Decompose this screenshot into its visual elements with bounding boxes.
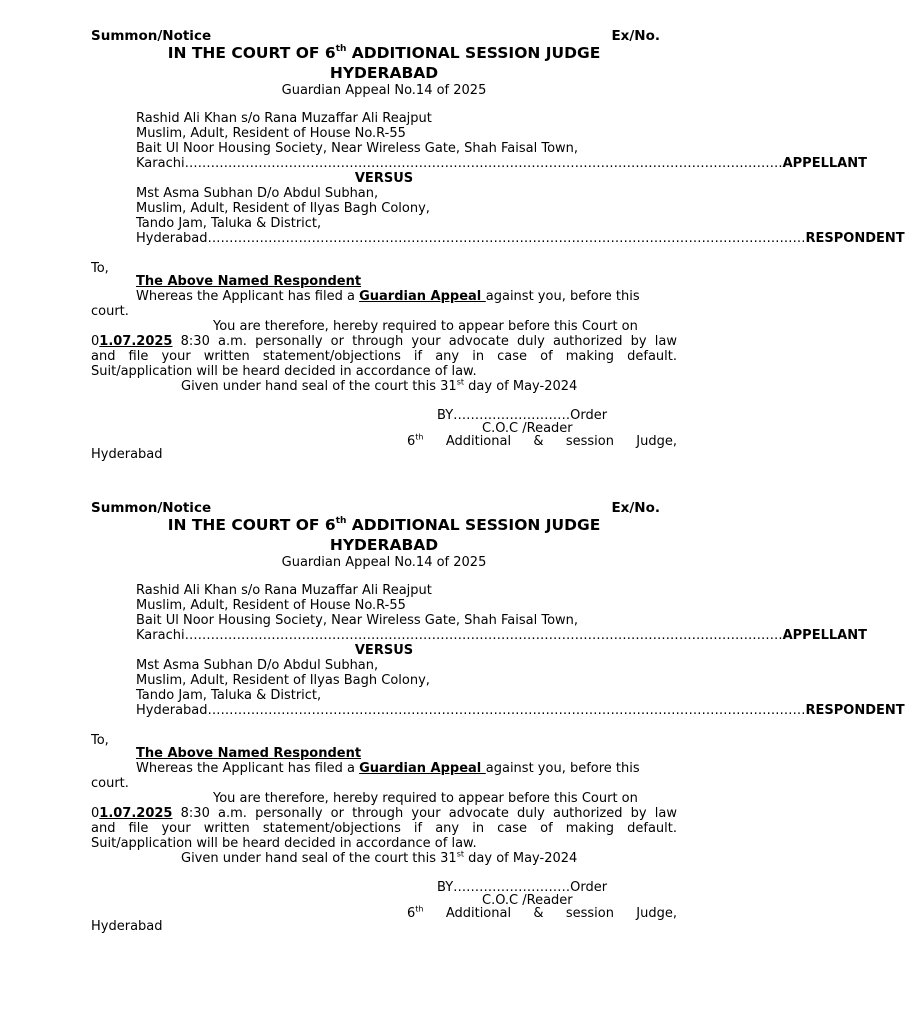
para-filed: Whereas the Applicant has filed a Guardian Appeal against you, before this: [136, 761, 640, 776]
respondent-details: Muslim, Adult, Resident of Ilyas Bagh Colony,: [136, 201, 430, 216]
para-appear-1: You are therefore, hereby required to appear before this Court on: [213, 791, 638, 806]
appellant-name: Rashid Ali Khan s/o Rana Muzaffar Ali Reajput: [136, 583, 432, 598]
para-appear-2: 01.07.2025 8:30 a.m. personally or through your advocate duly authorized by law: [91, 806, 677, 821]
respondent-label: RESPONDENT: [805, 231, 905, 246]
to-label: To,: [91, 733, 109, 748]
respondent-role-line: Hyderabad ………………………………………………………………………………………………………………………… RESPONDENT: [136, 231, 905, 246]
appellant-details: Muslim, Adult, Resident of House No.R-55: [136, 598, 406, 613]
given-under-seal: Given under hand seal of the court this 31st day of May-2024: [181, 377, 578, 394]
versus-label: VERSUS: [354, 171, 414, 186]
appellant-label: APPELLANT: [782, 628, 867, 643]
appellant-details: Muslim, Adult, Resident of House No.R-55: [136, 126, 406, 141]
court-city: HYDERABAD: [329, 536, 439, 554]
appellant-address: Bait Ul Noor Housing Society, Near Wireless Gate, Shah Faisal Town,: [136, 613, 579, 628]
appeal-number: Guardian Appeal No.14 of 2025: [281, 83, 487, 98]
appellant-role-line: Karachi ………………………………………………………………………………………………………………………… APPELLANT: [136, 156, 867, 171]
para-appear-4: Suit/application will be heard decided in accordance of law.: [91, 364, 477, 379]
hearing-date: 1.07.2025: [99, 334, 173, 349]
hearing-date: 1.07.2025: [99, 806, 173, 821]
para-appear-3: and file your written statement/objections if any in case of making default.: [91, 821, 677, 836]
respondent-name: Mst Asma Subhan D/o Abdul Subhan,: [136, 658, 379, 673]
judge-signature-line: 6th Additional & session Judge,: [407, 904, 677, 921]
appellant-name: Rashid Ali Khan s/o Rana Muzaffar Ali Reajput: [136, 111, 432, 126]
respondent-address: Tando Jam, Taluka & District,: [136, 688, 322, 703]
by-order-line: BY………………………Order: [437, 408, 608, 423]
given-under-seal: Given under hand seal of the court this 31st day of May-2024: [181, 849, 578, 866]
para-appear-2: 01.07.2025 8:30 a.m. personally or through your advocate duly authorized by law: [91, 334, 677, 349]
ex-no-label: Ex/No.: [611, 500, 660, 516]
court-title: IN THE COURT OF 6th ADDITIONAL SESSION JUDGE: [167, 43, 601, 62]
para-appear-4: Suit/application will be heard decided in accordance of law.: [91, 836, 477, 851]
judge-city: Hyderabad: [91, 919, 163, 934]
para-appear-3: and file your written statement/objections if any in case of making default.: [91, 349, 677, 364]
respondent-role-line: Hyderabad ………………………………………………………………………………………………………………………… RESPONDENT: [136, 703, 905, 718]
to-label: To,: [91, 261, 109, 276]
respondent-name: Mst Asma Subhan D/o Abdul Subhan,: [136, 186, 379, 201]
respondent-address: Tando Jam, Taluka & District,: [136, 216, 322, 231]
notice-heading: Summon/Notice: [91, 28, 212, 44]
ex-no-label: Ex/No.: [611, 28, 660, 44]
summon-notice: [91, 498, 905, 938]
para-appear-1: You are therefore, hereby required to appear before this Court on: [213, 319, 638, 334]
appellant-address: Bait Ul Noor Housing Society, Near Wireless Gate, Shah Faisal Town,: [136, 141, 579, 156]
coc-reader: C.O.C /Reader: [482, 421, 573, 436]
judge-city: Hyderabad: [91, 447, 163, 462]
summon-notice: [91, 26, 905, 466]
appeal-number: Guardian Appeal No.14 of 2025: [281, 555, 487, 570]
appellant-label: APPELLANT: [782, 156, 867, 171]
by-order-line: BY………………………Order: [437, 880, 608, 895]
para-filed: Whereas the Applicant has filed a Guardian Appeal against you, before this: [136, 289, 640, 304]
addressee: The Above Named Respondent: [136, 746, 362, 761]
para-filed-end: court.: [91, 304, 129, 319]
appellant-role-line: Karachi ………………………………………………………………………………………………………………………… APPELLANT: [136, 628, 867, 643]
court-city: HYDERABAD: [329, 64, 439, 82]
notice-heading: Summon/Notice: [91, 500, 212, 516]
coc-reader: C.O.C /Reader: [482, 893, 573, 908]
versus-label: VERSUS: [354, 643, 414, 658]
judge-signature-line: 6th Additional & session Judge,: [407, 432, 677, 449]
para-filed-end: court.: [91, 776, 129, 791]
respondent-label: RESPONDENT: [805, 703, 905, 718]
addressee: The Above Named Respondent: [136, 274, 362, 289]
respondent-details: Muslim, Adult, Resident of Ilyas Bagh Colony,: [136, 673, 430, 688]
court-title: IN THE COURT OF 6th ADDITIONAL SESSION JUDGE: [167, 515, 601, 534]
